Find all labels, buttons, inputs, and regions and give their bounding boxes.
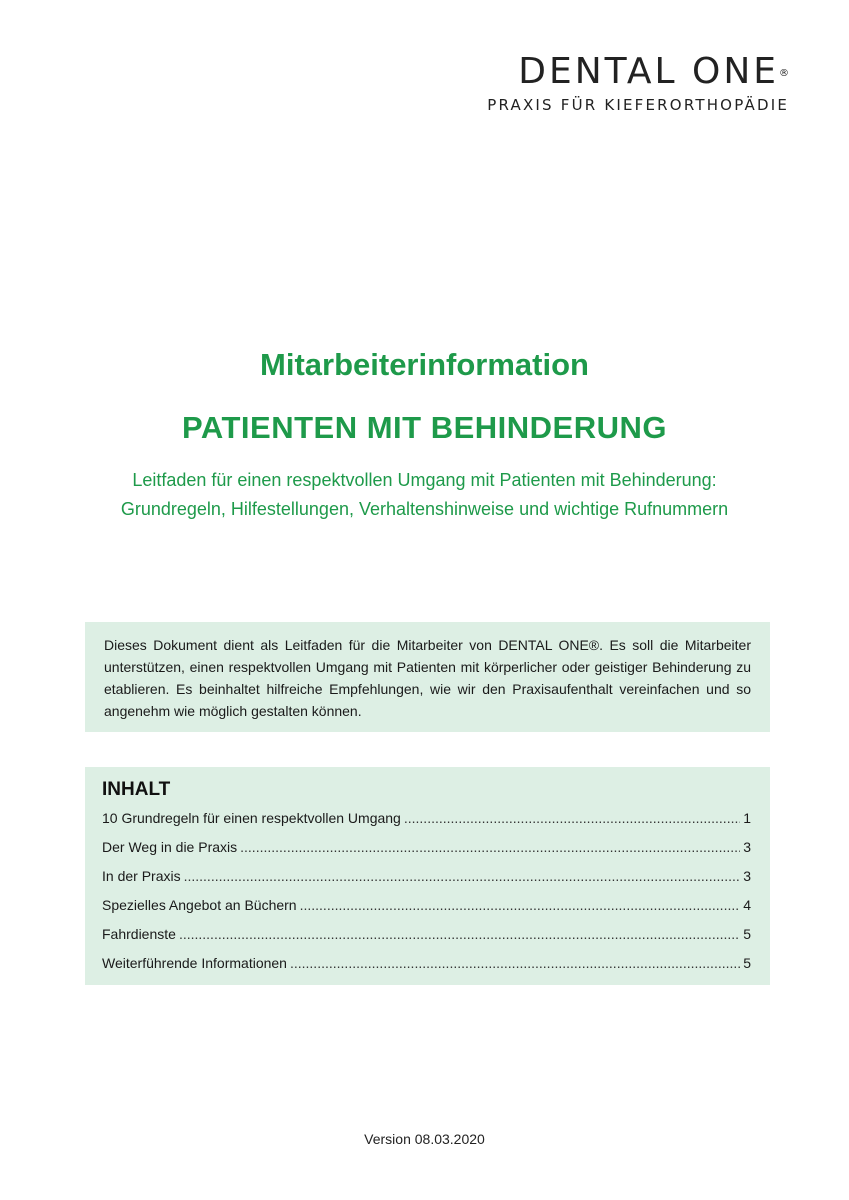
toc-entry[interactable] [102, 810, 751, 839]
toc-entry-page: 5 [743, 926, 751, 942]
toc-entry[interactable] [102, 868, 751, 897]
toc-leader-dots [240, 839, 740, 855]
toc-entry-page: 5 [743, 955, 751, 971]
toc-entry-label: Weiterführende Informationen [102, 955, 287, 971]
toc-leader-dots [290, 955, 740, 971]
toc-leader-dots [300, 897, 741, 913]
toc-entry-page: 4 [743, 897, 751, 913]
intro-text: Dieses Dokument dient als Leitfaden für die Mitarbeiter von DENTAL ONE®. Es soll die Mitarbeiter unterstützen, einen respektvollen Umgang mit Patienten mit körperlicher oder geistiger Behinderung zu etablieren. Es beinhaltet hilfreiche Empfehlungen, wie wir den Praxisaufenthalt vereinfachen und so angenehm wie möglich gestalten können. [104, 637, 751, 719]
toc-entry-page: 1 [743, 810, 751, 826]
toc-leader-dots [184, 868, 741, 884]
toc-entry-label: Der Weg in die Praxis [102, 839, 238, 855]
toc-leader-dots [404, 810, 740, 826]
toc-entry-page: 3 [743, 868, 751, 884]
logo-tagline: PRAXIS FÜR KIEFERORTHOPÄDIE [487, 96, 789, 114]
toc-entry-label: Fahrdienste [102, 926, 176, 942]
toc-entry[interactable] [102, 839, 751, 868]
brand-logo [469, 52, 789, 114]
toc-leader-dots [179, 926, 740, 942]
intro-box [85, 622, 770, 732]
toc-entry-label: Spezielles Angebot an Büchern [102, 897, 297, 913]
subtitle-line-2: Grundregeln, Hilfestellungen, Verhaltenshinweise und wichtige Rufnummern [120, 499, 729, 519]
toc-entry-label: In der Praxis [102, 868, 181, 884]
document-subtitle [0, 466, 849, 524]
document-subject: PATIENTEN MIT BEHINDERUNG [182, 410, 667, 445]
toc-entry-label: 10 Grundregeln für einen respektvollen Umgang [102, 810, 401, 826]
logo-name-text: DENTAL ONE [518, 51, 779, 92]
subtitle-line-1: Leitfaden für einen respektvollen Umgang mit Patienten mit Behinderung: [132, 470, 717, 490]
version-footer: Version 08.03.2020 [364, 1131, 485, 1147]
toc-heading: INHALT [102, 779, 171, 800]
table-of-contents [85, 767, 770, 985]
toc-entry-page: 3 [743, 839, 751, 855]
logo-registered-mark: ® [779, 68, 789, 79]
logo-wordmark [469, 52, 789, 92]
toc-entry[interactable] [102, 897, 751, 926]
toc-entry[interactable] [102, 926, 751, 955]
toc-entry[interactable] [102, 955, 751, 984]
document-title: Mitarbeiterinformation [260, 347, 589, 382]
